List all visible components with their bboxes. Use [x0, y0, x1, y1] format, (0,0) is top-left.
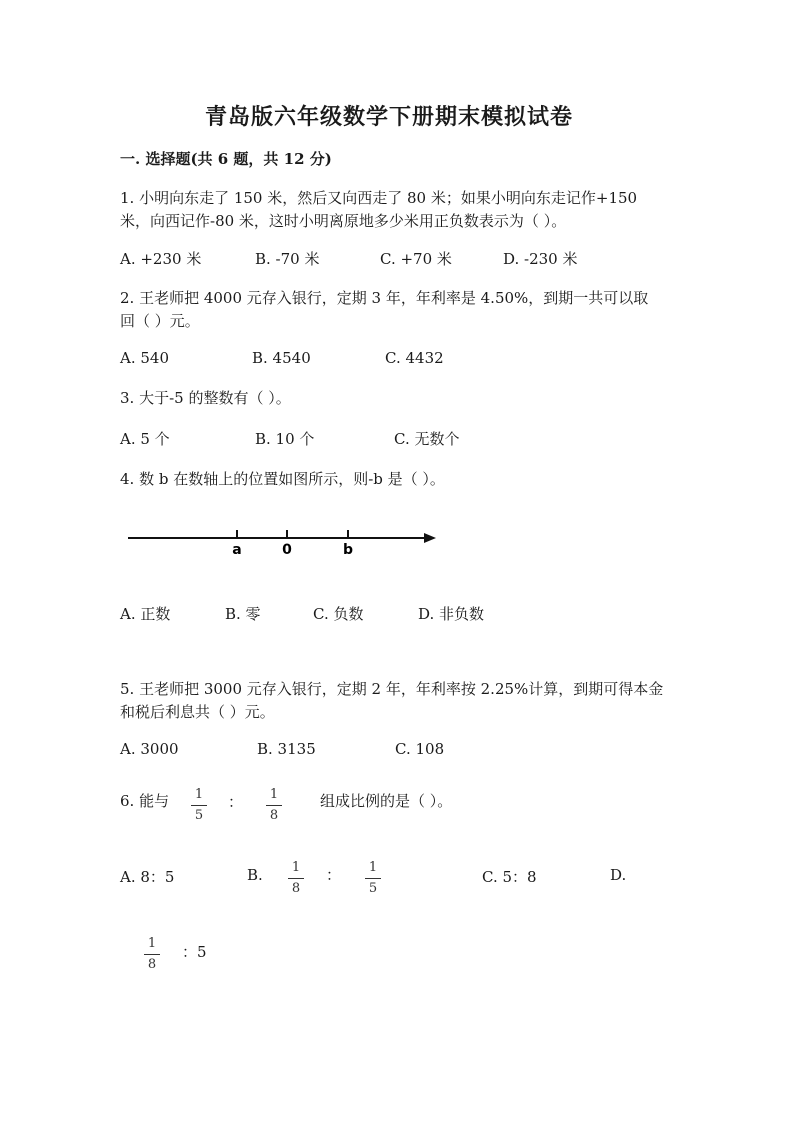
q6-option-b-fraction-1	[288, 860, 304, 897]
fraction-denominator: 5	[194, 808, 204, 823]
fraction-denominator: 8	[291, 881, 301, 896]
q5-option-c: C. 108	[395, 740, 445, 758]
q1-option-b: B. -70 米	[255, 250, 320, 268]
fraction-bar	[365, 878, 381, 879]
q5-option-b: B. 3135	[257, 740, 316, 758]
fraction-bar	[144, 954, 160, 955]
fraction-numerator: 1	[368, 860, 378, 875]
q3-option-c: C. 无数个	[394, 430, 460, 448]
question-1-line-2: 米，向西记作-80 米，这时小明离原地多少米用正负数表示为（ ）。	[120, 212, 567, 230]
number-line-arrow-icon	[424, 533, 436, 543]
q1-option-d: D. -230 米	[503, 250, 578, 268]
q6-fraction-1	[191, 787, 207, 824]
q2-option-c: C. 4432	[385, 349, 444, 367]
question-3-line-1: 3. 大于-5 的整数有（ ）。	[120, 389, 291, 407]
q1-option-a: A. +230 米	[120, 250, 202, 268]
section-heading-choice: 一. 选择题(共 6 题，共 12 分)	[120, 150, 332, 168]
q6-option-a: A. 8：5	[120, 868, 175, 886]
question-1-line-1: 1. 小明向东走了 150 米，然后又向西走了 80 米；如果小明向东走记作+150	[120, 189, 638, 207]
fraction-numerator: 1	[291, 860, 301, 875]
fraction-bar	[288, 878, 304, 879]
fraction-denominator: 8	[147, 957, 157, 972]
q4-option-d: D. 非负数	[418, 605, 485, 623]
q6-option-c: C. 5：8	[482, 868, 537, 886]
question-5-line-1: 5. 王老师把 3000 元存入银行，定期 2 年，年利率按 2.25%计算，到期可得本金	[120, 680, 664, 698]
q6-option-b-label: B.	[247, 866, 263, 884]
page-title: 青岛版六年级数学下册期末模拟试卷	[205, 104, 574, 130]
question-5-line-2: 和税后利息共（ ）元。	[120, 703, 275, 721]
q6-ratio-colon: ：	[228, 793, 244, 811]
question-2-line-1: 2. 王老师把 4000 元存入银行，定期 3 年，年利率是 4.50%，到期一共可以取	[120, 289, 649, 307]
fraction-bar	[191, 805, 207, 806]
fraction-denominator: 5	[368, 881, 378, 896]
q3-option-b: B. 10 个	[255, 430, 315, 448]
q6-option-d-tail: ：5	[182, 943, 207, 961]
fraction-denominator: 8	[269, 808, 279, 823]
q2-option-a: A. 540	[120, 349, 169, 367]
q6-option-b-fraction-2	[365, 860, 381, 897]
axis-label-0: 0	[282, 542, 292, 558]
number-line-figure	[120, 522, 450, 562]
q6-option-d-fraction	[144, 936, 160, 973]
fraction-bar	[266, 805, 282, 806]
q5-option-a: A. 3000	[120, 740, 179, 758]
q4-option-c: C. 负数	[313, 605, 364, 623]
question-4-line-1: 4. 数 b 在数轴上的位置如图所示，则-b 是（ ）。	[120, 470, 445, 488]
q6-fraction-2	[266, 787, 282, 824]
question-6-suffix: 组成比例的是（ ）。	[320, 792, 453, 810]
axis-label-a: a	[232, 542, 242, 558]
question-6-prefix: 6. 能与	[120, 792, 170, 810]
q6-option-b-colon: ：	[326, 866, 342, 884]
q6-option-d-label: D.	[610, 866, 627, 884]
q4-option-b: B. 零	[225, 605, 261, 623]
q2-option-b: B. 4540	[252, 349, 311, 367]
q3-option-a: A. 5 个	[120, 430, 170, 448]
q4-option-a: A. 正数	[120, 605, 171, 623]
fraction-numerator: 1	[147, 936, 157, 951]
fraction-numerator: 1	[194, 787, 204, 802]
axis-label-b: b	[342, 542, 354, 558]
fraction-numerator: 1	[269, 787, 279, 802]
q1-option-c: C. +70 米	[380, 250, 452, 268]
question-2-line-2: 回（ ）元。	[120, 312, 200, 330]
